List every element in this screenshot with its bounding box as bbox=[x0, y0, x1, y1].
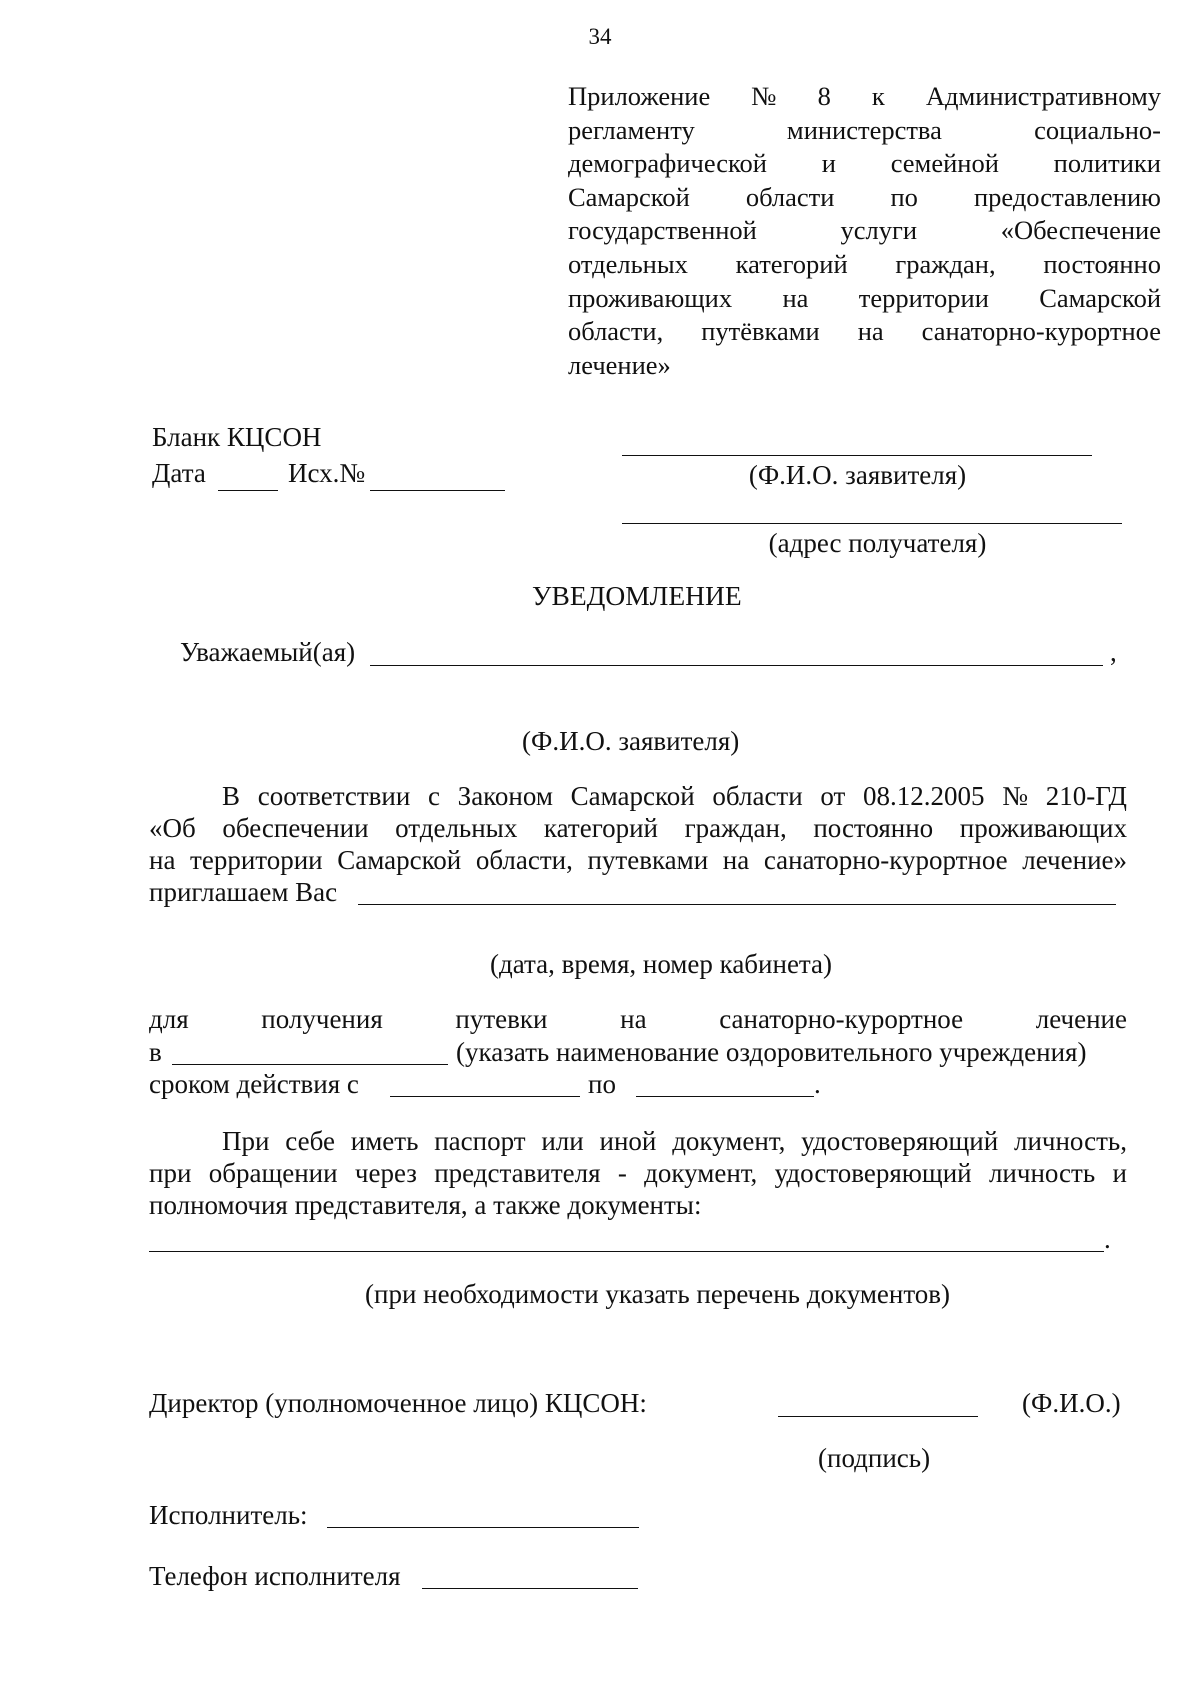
appendix-word: социально- bbox=[1034, 114, 1161, 145]
paragraph-2-line-3: полномочия представителя, а также документы: bbox=[149, 1190, 702, 1220]
appendix-word: на bbox=[782, 282, 809, 313]
appendix-word: отдельных bbox=[568, 248, 688, 279]
word: отдельных bbox=[395, 813, 518, 843]
word: путевки bbox=[455, 1004, 548, 1034]
appendix-word: министерства bbox=[786, 114, 942, 145]
appendix-line bbox=[568, 147, 1161, 181]
word: от bbox=[820, 781, 846, 811]
appendix-word: лечение» bbox=[568, 349, 671, 380]
appendix-line bbox=[568, 282, 1161, 316]
appendix-line bbox=[568, 181, 1161, 215]
director-name-caption: (Ф.И.О.) bbox=[1022, 1388, 1121, 1418]
word: постоянно bbox=[813, 813, 934, 843]
word: лечение» bbox=[1022, 845, 1127, 875]
word: санаторно-курортное bbox=[763, 845, 1008, 875]
appendix-word: на bbox=[857, 316, 884, 347]
documents-end: . bbox=[1104, 1224, 1111, 1254]
word: для bbox=[149, 1004, 189, 1034]
executor-phone-field[interactable] bbox=[422, 1588, 638, 1589]
word: или bbox=[541, 1126, 584, 1156]
word: на bbox=[620, 1004, 647, 1034]
word: граждан, bbox=[684, 813, 787, 843]
appendix-word: политики bbox=[1053, 148, 1161, 179]
document-title: УВЕДОМЛЕНИЕ bbox=[532, 580, 742, 611]
word: В bbox=[222, 781, 241, 811]
validity-from-field[interactable] bbox=[390, 1096, 580, 1097]
appendix-header bbox=[568, 80, 1161, 382]
signature-caption: (подпись) bbox=[818, 1443, 931, 1473]
appendix-word: территории bbox=[858, 282, 989, 313]
appendix-word: «Обеспечение bbox=[1000, 215, 1161, 246]
word: проживающих bbox=[959, 813, 1127, 843]
word: через bbox=[354, 1158, 417, 1188]
appendix-word: демографической bbox=[568, 148, 767, 179]
appointment-field[interactable] bbox=[358, 904, 1116, 905]
out-number-field[interactable] bbox=[370, 490, 505, 491]
appendix-word: постоянно bbox=[1043, 248, 1161, 279]
appendix-word: Самарской bbox=[1039, 282, 1161, 313]
executor-field[interactable] bbox=[327, 1527, 639, 1528]
word: документ, bbox=[672, 1126, 786, 1156]
word: паспорт bbox=[434, 1126, 526, 1156]
validity-to-field[interactable] bbox=[636, 1096, 814, 1097]
appendix-word: и bbox=[821, 148, 836, 179]
appendix-word: государственной bbox=[568, 215, 757, 246]
validity-end: . bbox=[814, 1069, 821, 1099]
word: личность, bbox=[1013, 1126, 1127, 1156]
greeting-comma: , bbox=[1110, 637, 1117, 667]
blank-label: Бланк КЦСОН bbox=[152, 422, 322, 452]
appendix-word: услуги bbox=[840, 215, 918, 246]
word: территории bbox=[190, 845, 323, 875]
recipient-address-field[interactable] bbox=[622, 523, 1122, 524]
appendix-word: к bbox=[871, 81, 885, 111]
greeting-caption: (Ф.И.О. заявителя) bbox=[522, 726, 740, 756]
word: 08.12.2005 bbox=[863, 781, 985, 811]
greeting-name-field[interactable] bbox=[370, 665, 1103, 666]
appendix-line bbox=[568, 315, 1161, 349]
in-label: в bbox=[149, 1037, 162, 1067]
word: иметь bbox=[350, 1126, 419, 1156]
paragraph-2-line-1 bbox=[222, 1126, 1127, 1157]
appendix-word: категорий bbox=[735, 248, 848, 279]
word: удостоверяющий bbox=[801, 1126, 999, 1156]
appendix-line bbox=[568, 80, 1161, 114]
appendix-word: области, bbox=[568, 316, 664, 347]
documents-field[interactable] bbox=[149, 1251, 1104, 1252]
appendix-word: Приложение bbox=[568, 81, 711, 111]
word: и bbox=[1112, 1158, 1127, 1188]
word: удостоверяющий bbox=[774, 1158, 972, 1188]
word: № bbox=[1002, 781, 1029, 811]
paragraph-1-line-1 bbox=[222, 781, 1127, 812]
paragraph-2-line-2 bbox=[149, 1158, 1127, 1189]
word: представителя bbox=[434, 1158, 601, 1188]
word: путевками bbox=[587, 845, 709, 875]
appendix-line bbox=[568, 114, 1161, 148]
word: получения bbox=[261, 1004, 383, 1034]
word: При bbox=[222, 1126, 270, 1156]
word: категорий bbox=[543, 813, 658, 843]
appendix-word: проживающих bbox=[568, 282, 733, 313]
word: области, bbox=[475, 845, 573, 875]
paragraph-1-line-2 bbox=[149, 813, 1127, 844]
word: при bbox=[149, 1158, 192, 1188]
appendix-word: семейной bbox=[890, 148, 999, 179]
documents-caption: (при необходимости указать перечень документов) bbox=[365, 1279, 951, 1309]
invite-label: приглашаем Вас bbox=[149, 877, 338, 907]
director-label: Директор (уполномоченное лицо) КЦСОН: bbox=[149, 1388, 647, 1418]
word: Самарской bbox=[570, 781, 695, 811]
invite-caption: (дата, время, номер кабинета) bbox=[490, 949, 833, 979]
appendix-word: предоставлению bbox=[973, 181, 1161, 212]
validity-to-label: по bbox=[588, 1069, 616, 1099]
appendix-line bbox=[568, 248, 1161, 282]
word: 210-ГД bbox=[1045, 781, 1127, 811]
purpose-line bbox=[149, 1004, 1127, 1035]
word: обращении bbox=[208, 1158, 338, 1188]
institution-field[interactable] bbox=[172, 1064, 448, 1065]
appendix-word: 8 bbox=[817, 81, 831, 111]
word: санаторно-курортное bbox=[719, 1004, 964, 1034]
word: иной bbox=[599, 1126, 657, 1156]
executor-label: Исполнитель: bbox=[149, 1500, 308, 1530]
date-field[interactable] bbox=[218, 490, 278, 491]
appendix-word: области bbox=[745, 181, 835, 212]
word: на bbox=[149, 845, 176, 875]
appendix-word: граждан, bbox=[895, 248, 996, 279]
appendix-word: Административному bbox=[925, 81, 1161, 111]
appendix-word: № bbox=[751, 81, 777, 111]
word: себе bbox=[285, 1126, 335, 1156]
word: Законом bbox=[457, 781, 553, 811]
word: области bbox=[712, 781, 803, 811]
word: Самарской bbox=[337, 845, 462, 875]
word: - bbox=[617, 1158, 627, 1188]
applicant-caption: (Ф.И.О. заявителя) bbox=[748, 460, 967, 490]
appendix-line bbox=[568, 349, 1161, 383]
appendix-word: путёвками bbox=[701, 316, 820, 347]
page-number: 34 bbox=[588, 24, 612, 49]
paragraph-1-line-3 bbox=[149, 845, 1127, 876]
word: соответствии bbox=[257, 781, 411, 811]
applicant-name-field[interactable] bbox=[622, 455, 1092, 456]
out-number-label: Исх.№ bbox=[288, 458, 366, 488]
date-label: Дата bbox=[152, 458, 206, 488]
word: обеспечении bbox=[222, 813, 369, 843]
word: личность bbox=[988, 1158, 1096, 1188]
word: «Об bbox=[149, 813, 196, 843]
executor-phone-label: Телефон исполнителя bbox=[149, 1561, 401, 1591]
institution-hint: (указать наименование оздоровительного учреждения) bbox=[456, 1037, 1087, 1067]
signature-field[interactable] bbox=[778, 1416, 978, 1417]
greeting-label: Уважаемый(ая) bbox=[180, 637, 356, 667]
word: на bbox=[722, 845, 750, 875]
word: лечение bbox=[1035, 1004, 1127, 1034]
appendix-line bbox=[568, 214, 1161, 248]
word: с bbox=[427, 781, 440, 811]
appendix-word: по bbox=[890, 181, 918, 212]
appendix-word: Самарской bbox=[568, 181, 690, 212]
word: документ, bbox=[644, 1158, 758, 1188]
appendix-word: санаторно-курортное bbox=[921, 316, 1161, 347]
appendix-word: регламенту bbox=[568, 114, 695, 145]
address-caption: (адрес получателя) bbox=[768, 528, 987, 558]
validity-from-label: сроком действия с bbox=[149, 1069, 359, 1099]
